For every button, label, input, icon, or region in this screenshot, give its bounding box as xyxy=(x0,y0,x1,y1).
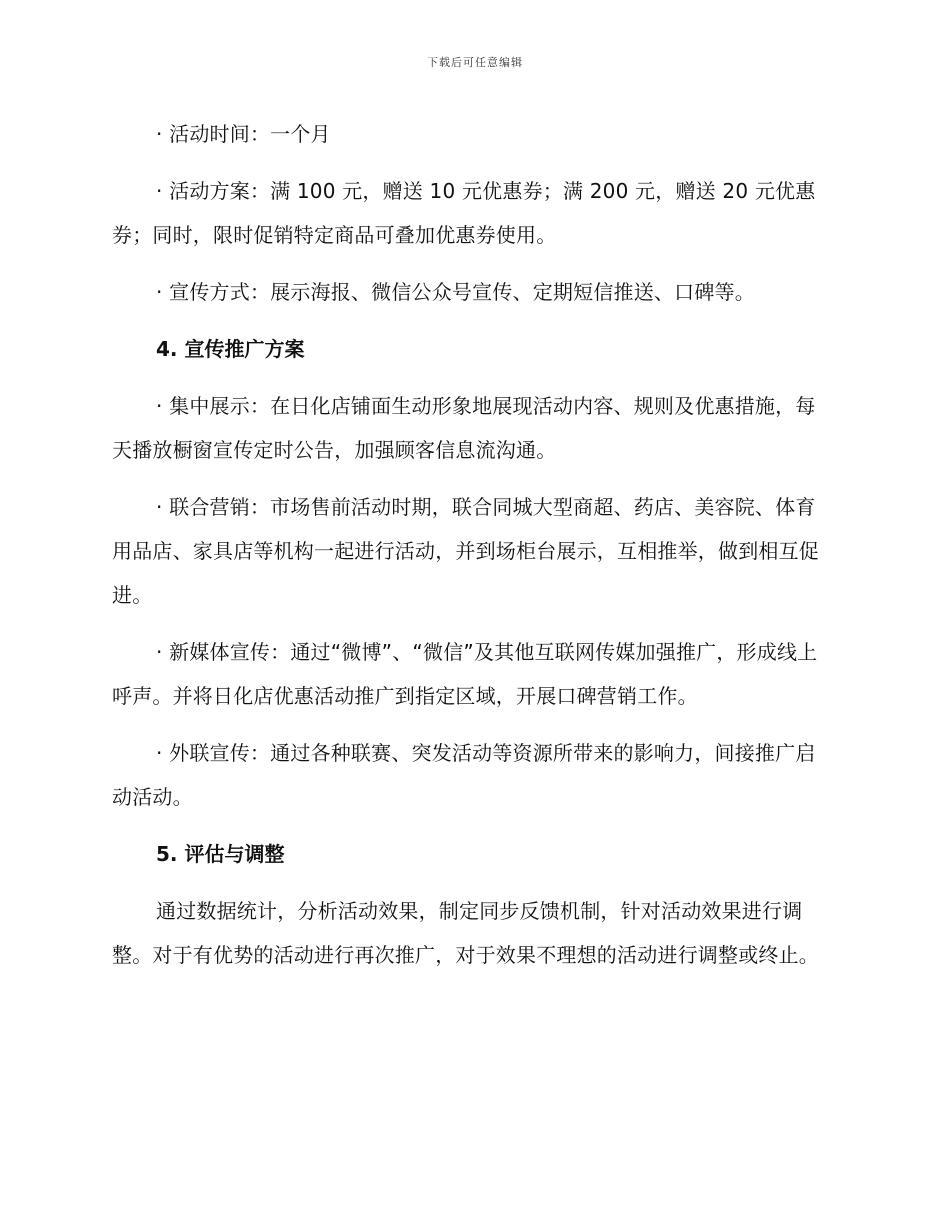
page-header: 下载后可任意编辑 xyxy=(427,56,523,69)
paragraph-evaluation: 通过数据统计，分析活动效果，制定同步反馈机制，针对活动效果进行调整。对于有优势的活动进行再次推广，对于效果不理想的活动进行调整或终止。 xyxy=(112,899,819,967)
paragraph-external-promotion: · 外联宣传：通过各种联赛、突发活动等资源所带来的影响力，间接推广启动活动。 xyxy=(112,741,816,809)
paragraph-centralized-display: · 集中展示：在日化店铺面生动形象地展现活动内容、规则及优惠措施，每天播放橱窗宣传定时公告，加强顾客信息流沟通。 xyxy=(112,394,816,462)
paragraph-activity-plan: · 活动方案：满 100 元，赠送 10 元优惠券；满 200 元，赠送 20 元优惠券；同时，限时促销特定商品可叠加优惠券使用。 xyxy=(112,179,816,247)
paragraph-new-media: · 新媒体宣传：通过“微博”、“微信”及其他互联网传媒加强推广，形成线上呼声。并将日化店优惠活动推广到指定区域，开展口碑营销工作。 xyxy=(112,640,818,708)
document-body xyxy=(112,112,834,990)
section-heading-evaluation: 5. 评估与调整 xyxy=(156,842,285,866)
paragraph-activity-time: · 活动时间：一个月 xyxy=(156,122,331,146)
paragraph-promotion-method: · 宣传方式：展示海报、微信公众号宣传、定期短信推送、口碑等。 xyxy=(156,280,755,304)
section-heading-promotion-plan: 4. 宣传推广方案 xyxy=(156,337,305,361)
paragraph-joint-marketing: · 联合营销：市场售前活动时期，联合同城大型商超、药店、美容院、体育用品店、家具店等机构一起进行活动，并到场柜台展示，互相推举，做到相互促进。 xyxy=(112,495,819,607)
